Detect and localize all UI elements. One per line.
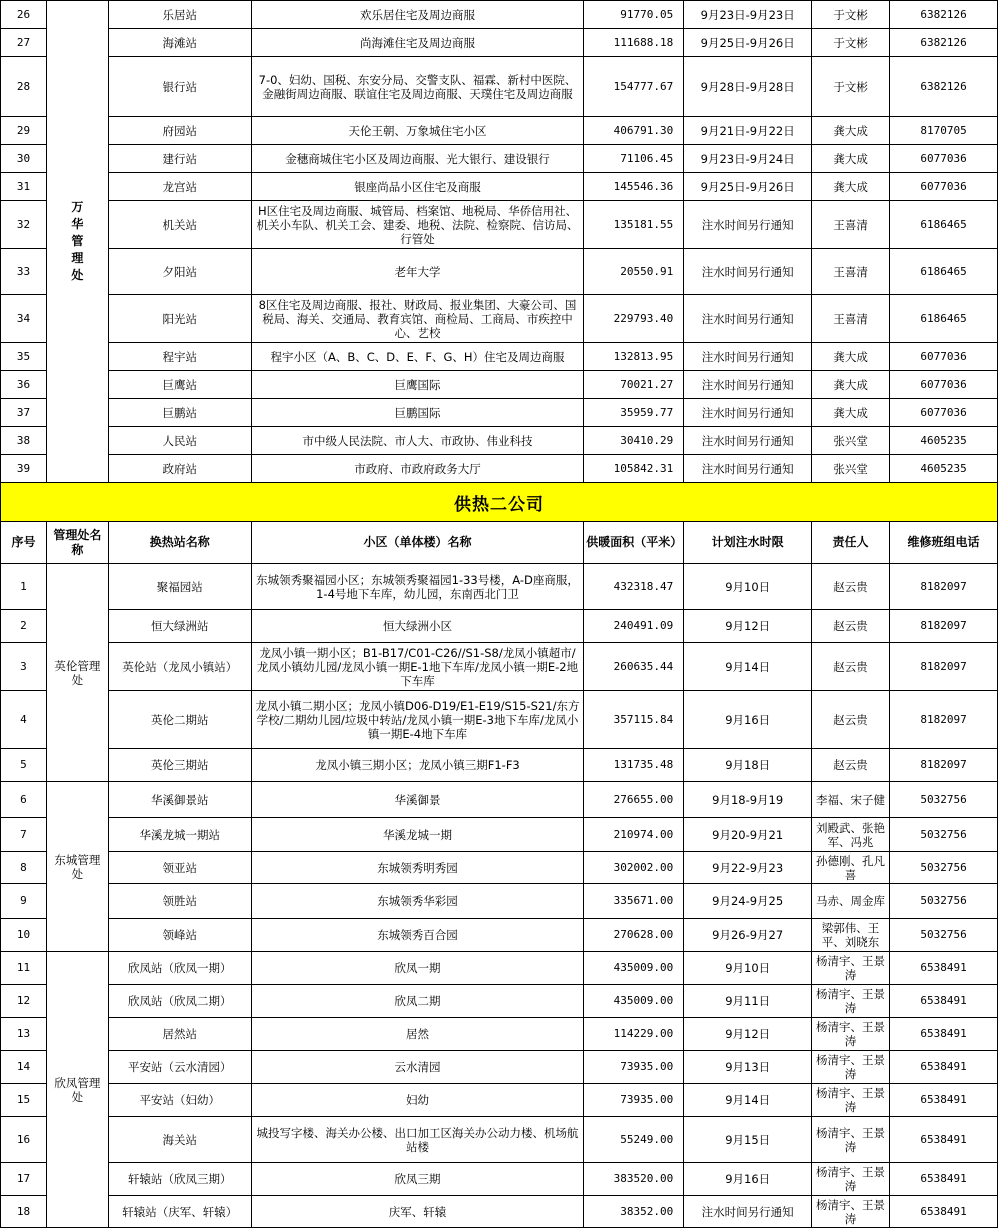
header-office: 管理处名称 [46, 522, 108, 564]
sqm-cell: 229793.40 [584, 295, 684, 343]
row-number-cell: 33 [1, 249, 47, 295]
management-office-label: 万华管理处 [71, 200, 84, 282]
time-cell: 9月16日 [684, 691, 812, 749]
phone-cell: 8182097 [890, 749, 998, 782]
area-desc-cell: 龙凤小镇三期小区；龙凤小镇三期F1-F3 [251, 749, 584, 782]
time-cell: 9月11日 [684, 985, 812, 1018]
person-cell: 张兴堂 [812, 455, 890, 483]
row-number-cell: 2 [1, 610, 47, 643]
sqm-cell: 55249.00 [584, 1117, 684, 1163]
phone-cell: 6186465 [890, 249, 998, 295]
time-cell: 9月18日 [684, 749, 812, 782]
time-cell: 9月14日 [684, 643, 812, 691]
area-desc-cell: 华溪龙城一期 [251, 818, 584, 852]
table-row [1, 371, 998, 399]
table-row [1, 852, 998, 884]
time-cell: 9月21日-9月22日 [684, 117, 812, 145]
station-cell: 领峰站 [108, 919, 251, 952]
station-cell: 恒大绿洲站 [108, 610, 251, 643]
station-cell: 华溪龙城一期站 [108, 818, 251, 852]
time-cell: 9月10日 [684, 952, 812, 985]
sqm-cell: 70021.27 [584, 371, 684, 399]
table-row [1, 295, 998, 343]
row-number-cell: 39 [1, 455, 47, 483]
phone-cell: 8182097 [890, 564, 998, 610]
sqm-cell: 71106.45 [584, 145, 684, 173]
row-number-cell: 18 [1, 1196, 47, 1228]
sqm-cell: 111688.18 [584, 29, 684, 57]
sqm-cell: 91770.05 [584, 1, 684, 29]
row-number-cell: 6 [1, 782, 47, 818]
area-desc-cell: 老年大学 [251, 249, 584, 295]
header-area-desc: 小区（单体楼）名称 [251, 522, 584, 564]
area-desc-cell: 妇幼 [251, 1084, 584, 1117]
station-cell: 银行站 [108, 57, 251, 117]
area-desc-cell: 巨鹏国际 [251, 399, 584, 427]
management-office-cell: 东城管理处 [46, 782, 108, 952]
sqm-cell: 73935.00 [584, 1084, 684, 1117]
phone-cell: 6538491 [890, 1117, 998, 1163]
row-number-cell: 31 [1, 173, 47, 201]
phone-cell: 6186465 [890, 295, 998, 343]
sqm-cell: 132813.95 [584, 343, 684, 371]
station-cell: 政府站 [108, 455, 251, 483]
area-desc-cell: 欢乐居住宅及周边商服 [251, 1, 584, 29]
time-cell: 注水时间另行通知 [684, 399, 812, 427]
row-number-cell: 3 [1, 643, 47, 691]
sqm-cell: 20550.91 [584, 249, 684, 295]
sqm-cell: 114229.00 [584, 1018, 684, 1051]
header-person: 责任人 [812, 522, 890, 564]
table-row [1, 564, 998, 610]
person-cell: 龚大成 [812, 117, 890, 145]
station-cell: 英伦三期站 [108, 749, 251, 782]
time-cell: 9月20-9月21 [684, 818, 812, 852]
station-cell: 领亚站 [108, 852, 251, 884]
row-number-cell: 16 [1, 1117, 47, 1163]
sqm-cell: 38352.00 [584, 1196, 684, 1228]
person-cell: 龚大成 [812, 343, 890, 371]
row-number-cell: 15 [1, 1084, 47, 1117]
time-cell: 注水时间另行通知 [684, 343, 812, 371]
sqm-cell: 73935.00 [584, 1051, 684, 1084]
row-number-cell: 28 [1, 57, 47, 117]
sqm-cell: 145546.36 [584, 173, 684, 201]
row-number-cell: 13 [1, 1018, 47, 1051]
sqm-cell: 383520.00 [584, 1163, 684, 1196]
table-row [1, 399, 998, 427]
person-cell: 于文彬 [812, 1, 890, 29]
sqm-cell: 276655.00 [584, 782, 684, 818]
person-cell: 于文彬 [812, 29, 890, 57]
station-cell: 府园站 [108, 117, 251, 145]
time-cell: 注水时间另行通知 [684, 295, 812, 343]
table-row [1, 1051, 998, 1084]
table-row [1, 952, 998, 985]
sqm-cell: 270628.00 [584, 919, 684, 952]
table-row [1, 919, 998, 952]
person-cell: 龚大成 [812, 371, 890, 399]
phone-cell: 6382126 [890, 57, 998, 117]
time-cell: 9月13日 [684, 1051, 812, 1084]
time-cell: 9月14日 [684, 1084, 812, 1117]
phone-cell: 6186465 [890, 201, 998, 249]
time-cell: 注水时间另行通知 [684, 455, 812, 483]
area-desc-cell: 东城领秀聚福园小区；东城领秀聚福园1-33号楼，A-D座商服，1-4号地下车库，幼儿园，东南西北门卫 [251, 564, 584, 610]
table-row [1, 643, 998, 691]
person-cell: 李福、宋子健 [812, 782, 890, 818]
area-desc-cell: 东城领秀百合园 [251, 919, 584, 952]
banner-title: 供热二公司 [454, 494, 544, 515]
table-row [1, 145, 998, 173]
phone-cell: 8182097 [890, 691, 998, 749]
phone-cell: 6077036 [890, 343, 998, 371]
time-cell: 注水时间另行通知 [684, 427, 812, 455]
row-number-cell: 26 [1, 1, 47, 29]
time-cell: 9月23日-9月23日 [684, 1, 812, 29]
area-desc-cell: 东城领秀华彩园 [251, 884, 584, 919]
person-cell: 王喜清 [812, 295, 890, 343]
station-cell: 海滩站 [108, 29, 251, 57]
station-cell: 欣凤站（欣凤一期） [108, 952, 251, 985]
phone-cell: 4605235 [890, 455, 998, 483]
table-row [1, 343, 998, 371]
area-desc-cell: 7-0、妇幼、国税、东安分局、交警支队、福霖、新村中医院、金融街周边商服、联谊住宅及周边商服、天璞住宅及周边商服 [251, 57, 584, 117]
sqm-cell: 357115.84 [584, 691, 684, 749]
person-cell: 梁郭伟、王平、刘晓东 [812, 919, 890, 952]
header-row [1, 522, 998, 564]
area-desc-cell: 城投写字楼、海关办公楼、出口加工区海关办公动力楼、机场航站楼 [251, 1117, 584, 1163]
row-number-cell: 4 [1, 691, 47, 749]
person-cell: 杨清宇、王景涛 [812, 1051, 890, 1084]
phone-cell: 6538491 [890, 1196, 998, 1228]
table-row [1, 884, 998, 919]
table-row [1, 1018, 998, 1051]
time-cell: 9月16日 [684, 1163, 812, 1196]
area-desc-cell: 市中级人民法院、市人大、市政协、伟业科技 [251, 427, 584, 455]
table-row [1, 782, 998, 818]
sqm-cell: 302002.00 [584, 852, 684, 884]
management-office-cell: 欣凤管理处 [46, 952, 108, 1228]
sqm-cell: 240491.09 [584, 610, 684, 643]
area-desc-cell: 巨鹰国际 [251, 371, 584, 399]
time-cell: 9月22-9月23 [684, 852, 812, 884]
phone-cell: 6077036 [890, 145, 998, 173]
header-no: 序号 [1, 522, 47, 564]
area-desc-cell: 欣凤一期 [251, 952, 584, 985]
table-row [1, 985, 998, 1018]
time-cell: 9月28日-9月28日 [684, 57, 812, 117]
station-cell: 华溪御景站 [108, 782, 251, 818]
header-station: 换热站名称 [108, 522, 251, 564]
phone-cell: 4605235 [890, 427, 998, 455]
table-row [1, 749, 998, 782]
station-cell: 欣凤站（欣凤二期） [108, 985, 251, 1018]
area-desc-cell: 龙凤小镇二期小区；龙凤小镇D06-D19/E1-E19/S15-S21/东方学校/二期幼儿园/垃圾中转站/龙凤小镇一期E-3地下车库/龙凤小镇一期E-4地下车库 [251, 691, 584, 749]
phone-cell: 5032756 [890, 852, 998, 884]
sqm-cell: 135181.55 [584, 201, 684, 249]
phone-cell: 6077036 [890, 399, 998, 427]
row-number-cell: 10 [1, 919, 47, 952]
table-row [1, 818, 998, 852]
row-number-cell: 14 [1, 1051, 47, 1084]
phone-cell: 6538491 [890, 985, 998, 1018]
row-number-cell: 32 [1, 201, 47, 249]
person-cell: 马赤、周金库 [812, 884, 890, 919]
time-cell: 注水时间另行通知 [684, 201, 812, 249]
person-cell: 杨清宇、王景涛 [812, 1196, 890, 1228]
table-row [1, 455, 998, 483]
phone-cell: 8182097 [890, 610, 998, 643]
person-cell: 龚大成 [812, 145, 890, 173]
row-number-cell: 7 [1, 818, 47, 852]
person-cell: 孙德刚、孔凡喜 [812, 852, 890, 884]
station-cell: 英伦二期站 [108, 691, 251, 749]
person-cell: 杨清宇、王景涛 [812, 1163, 890, 1196]
table-row [1, 249, 998, 295]
time-cell: 注水时间另行通知 [684, 1196, 812, 1228]
row-number-cell: 38 [1, 427, 47, 455]
time-cell: 9月10日 [684, 564, 812, 610]
phone-cell: 5032756 [890, 919, 998, 952]
area-desc-cell: 8区住宅及周边商服、报社、财政局、报业集团、大豪公司、国税局、海关、交通局、教育宾馆、商检局、工商局、市疾控中心、艺校 [251, 295, 584, 343]
sqm-cell: 210974.00 [584, 818, 684, 852]
sqm-cell: 435009.00 [584, 952, 684, 985]
area-desc-cell: 东城领秀明秀园 [251, 852, 584, 884]
person-cell: 于文彬 [812, 57, 890, 117]
sqm-cell: 335671.00 [584, 884, 684, 919]
area-desc-cell: 华溪御景 [251, 782, 584, 818]
row-number-cell: 12 [1, 985, 47, 1018]
management-office-cell: 英伦管理处 [46, 564, 108, 782]
area-desc-cell: 居然 [251, 1018, 584, 1051]
phone-cell: 6538491 [890, 952, 998, 985]
area-desc-cell: 龙凤小镇一期小区；B1-B17/C01-C26//S1-S8/龙凤小镇超市/龙凤小镇幼儿园/龙凤小镇一期E-1地下车库/龙凤小镇一期E-2地下车库 [251, 643, 584, 691]
table-section-2 [0, 521, 998, 1228]
row-number-cell: 30 [1, 145, 47, 173]
station-cell: 夕阳站 [108, 249, 251, 295]
phone-cell: 6538491 [890, 1084, 998, 1117]
station-cell: 轩辕站（欣凤三期） [108, 1163, 251, 1196]
phone-cell: 6538491 [890, 1051, 998, 1084]
table-row [1, 1117, 998, 1163]
station-cell: 乐居站 [108, 1, 251, 29]
header-time: 计划注水时限 [684, 522, 812, 564]
sqm-cell: 131735.48 [584, 749, 684, 782]
phone-cell: 6538491 [890, 1018, 998, 1051]
area-desc-cell: 天伦王朝、万象城住宅小区 [251, 117, 584, 145]
person-cell: 杨清宇、王景涛 [812, 1018, 890, 1051]
phone-cell: 8170705 [890, 117, 998, 145]
phone-cell: 6077036 [890, 371, 998, 399]
phone-cell: 5032756 [890, 818, 998, 852]
sqm-cell: 30410.29 [584, 427, 684, 455]
station-cell: 建行站 [108, 145, 251, 173]
area-desc-cell: H区住宅及周边商服、城管局、档案馆、地税局、华侨信用社、机关小车队、机关工会、建委、地税、法院、检察院、信访局、行管处 [251, 201, 584, 249]
row-number-cell: 35 [1, 343, 47, 371]
company-banner [0, 482, 998, 522]
row-number-cell: 34 [1, 295, 47, 343]
table-row [1, 691, 998, 749]
time-cell: 9月12日 [684, 610, 812, 643]
person-cell: 赵云贵 [812, 610, 890, 643]
area-desc-cell: 云水清园 [251, 1051, 584, 1084]
station-cell: 平安站（妇幼） [108, 1084, 251, 1117]
table-row [1, 1, 998, 29]
sqm-cell: 406791.30 [584, 117, 684, 145]
area-desc-cell: 欣凤三期 [251, 1163, 584, 1196]
person-cell: 赵云贵 [812, 643, 890, 691]
time-cell: 注水时间另行通知 [684, 371, 812, 399]
station-cell: 巨鹰站 [108, 371, 251, 399]
row-number-cell: 27 [1, 29, 47, 57]
time-cell: 9月15日 [684, 1117, 812, 1163]
station-cell: 轩辕站（庆军、轩辕） [108, 1196, 251, 1228]
header-phone: 维修班组电话 [890, 522, 998, 564]
sqm-cell: 105842.31 [584, 455, 684, 483]
area-desc-cell: 金穗商城住宅小区及周边商服、光大银行、建设银行 [251, 145, 584, 173]
area-desc-cell: 欣凤二期 [251, 985, 584, 1018]
phone-cell: 5032756 [890, 884, 998, 919]
station-cell: 程宇站 [108, 343, 251, 371]
person-cell: 赵云贵 [812, 564, 890, 610]
person-cell: 杨清宇、王景涛 [812, 1084, 890, 1117]
person-cell: 龚大成 [812, 173, 890, 201]
time-cell: 9月12日 [684, 1018, 812, 1051]
station-cell: 英伦站（龙凤小镇站） [108, 643, 251, 691]
sqm-cell: 435009.00 [584, 985, 684, 1018]
person-cell: 龚大成 [812, 399, 890, 427]
time-cell: 9月23日-9月24日 [684, 145, 812, 173]
person-cell: 杨清宇、王景涛 [812, 1117, 890, 1163]
table-row [1, 201, 998, 249]
table-row [1, 173, 998, 201]
person-cell: 王喜清 [812, 201, 890, 249]
person-cell: 杨清宇、王景涛 [812, 952, 890, 985]
phone-cell: 5032756 [890, 782, 998, 818]
table-row [1, 1163, 998, 1196]
station-cell: 海关站 [108, 1117, 251, 1163]
table-row [1, 427, 998, 455]
table-row [1, 1084, 998, 1117]
station-cell: 领胜站 [108, 884, 251, 919]
time-cell: 9月18-9月19 [684, 782, 812, 818]
table-section-1 [0, 0, 998, 483]
row-number-cell: 5 [1, 749, 47, 782]
header-sqm: 供暖面积（平米） [584, 522, 684, 564]
table-row [1, 1196, 998, 1228]
person-cell: 王喜清 [812, 249, 890, 295]
sqm-cell: 432318.47 [584, 564, 684, 610]
table-row [1, 117, 998, 145]
management-office-cell [46, 1, 108, 483]
area-desc-cell: 庆军、轩辕 [251, 1196, 584, 1228]
station-cell: 人民站 [108, 427, 251, 455]
phone-cell: 6382126 [890, 1, 998, 29]
time-cell: 注水时间另行通知 [684, 249, 812, 295]
row-number-cell: 29 [1, 117, 47, 145]
row-number-cell: 11 [1, 952, 47, 985]
time-cell: 9月24-9月25 [684, 884, 812, 919]
time-cell: 9月25日-9月26日 [684, 29, 812, 57]
table-row [1, 610, 998, 643]
row-number-cell: 8 [1, 852, 47, 884]
time-cell: 9月26-9月27 [684, 919, 812, 952]
station-cell: 阳光站 [108, 295, 251, 343]
person-cell: 张兴堂 [812, 427, 890, 455]
row-number-cell: 9 [1, 884, 47, 919]
person-cell: 赵云贵 [812, 749, 890, 782]
table-row [1, 29, 998, 57]
person-cell: 刘殿武、张艳军、冯兆 [812, 818, 890, 852]
row-number-cell: 36 [1, 371, 47, 399]
station-cell: 聚福园站 [108, 564, 251, 610]
phone-cell: 6077036 [890, 173, 998, 201]
station-cell: 平安站（云水清园） [108, 1051, 251, 1084]
person-cell: 赵云贵 [812, 691, 890, 749]
area-desc-cell: 程宇小区（A、B、C、D、E、F、G、H）住宅及周边商服 [251, 343, 584, 371]
area-desc-cell: 市政府、市政府政务大厅 [251, 455, 584, 483]
sqm-cell: 260635.44 [584, 643, 684, 691]
phone-cell: 6538491 [890, 1163, 998, 1196]
row-number-cell: 17 [1, 1163, 47, 1196]
sqm-cell: 154777.67 [584, 57, 684, 117]
sqm-cell: 35959.77 [584, 399, 684, 427]
area-desc-cell: 恒大绿洲小区 [251, 610, 584, 643]
row-number-cell: 1 [1, 564, 47, 610]
area-desc-cell: 尚海滩住宅及周边商服 [251, 29, 584, 57]
time-cell: 9月25日-9月26日 [684, 173, 812, 201]
station-cell: 巨鹏站 [108, 399, 251, 427]
person-cell: 杨清宇、王景涛 [812, 985, 890, 1018]
area-desc-cell: 银座尚品小区住宅及商服 [251, 173, 584, 201]
phone-cell: 8182097 [890, 643, 998, 691]
table-row [1, 57, 998, 117]
station-cell: 龙宫站 [108, 173, 251, 201]
station-cell: 机关站 [108, 201, 251, 249]
phone-cell: 6382126 [890, 29, 998, 57]
station-cell: 居然站 [108, 1018, 251, 1051]
row-number-cell: 37 [1, 399, 47, 427]
